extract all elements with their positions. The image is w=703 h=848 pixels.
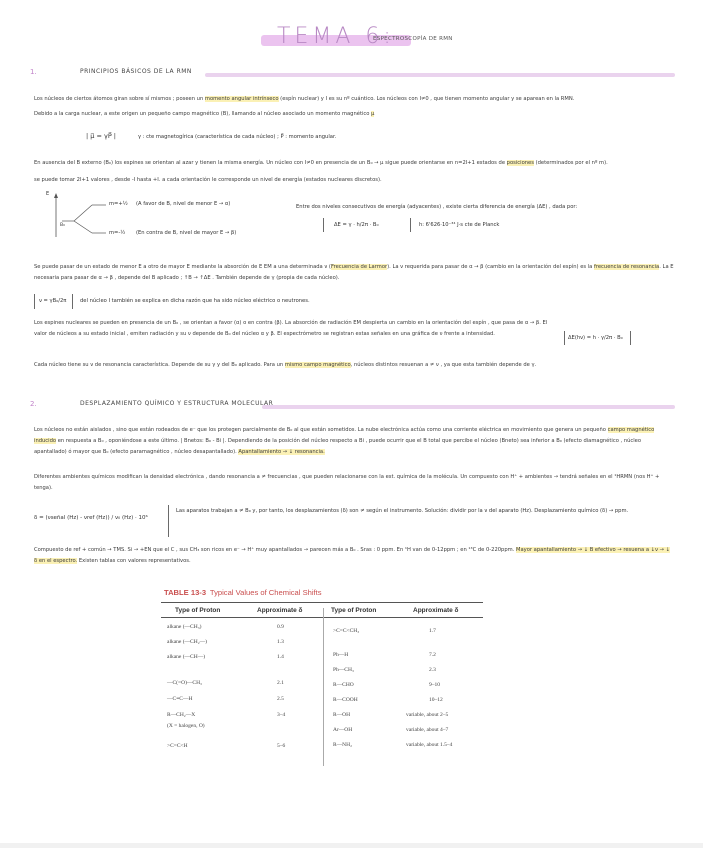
energy-difference-text: Entre dos niveles consecutivos de energía (adyacentes) , existe cierta diferencia de energía (ΔE) , dada por: [296, 204, 578, 210]
formula-delta-e: ΔE = γ · h/2π · B₀ [334, 222, 379, 228]
table-left-delta: 2.5 [277, 696, 284, 702]
table-left-type: alkane (—CH₂—) [167, 639, 207, 645]
table-left-delta: 3–4 [277, 712, 286, 718]
section-1-rule [205, 73, 675, 77]
s1-paragraph-2: Debido a la carga nuclear, a este origen un pequeño campo magnético (B), llamando al núcleo asociado un momento magnético μ [34, 111, 375, 117]
table-right-type: R—NH₂ [333, 742, 353, 748]
table-right-type: Ph—CH₃ [333, 667, 354, 673]
formula-larmor-desc: del núcleo I también se explica en dicha razón que ha sido núcleo eléctrico o neutrones. [80, 298, 310, 304]
col-header-delta-2: Approximate δ [413, 607, 459, 614]
section-2-rule [262, 405, 675, 409]
diagram-lower-level: m=-½ [109, 230, 126, 236]
table-left-type: —C(=O)—CH₃ [167, 680, 202, 686]
chemical-shifts-table [161, 588, 483, 768]
table-right-delta: 1.7 [429, 628, 436, 634]
s1-paragraph-5: Se puede pasar de un estado de menor E a otro de mayor E mediante la absorción de E EM a una determinada ν (Frecuencia de Larmor). La ν requerida para pasar de α → β (cambio en la orientación del espín) es la frecuencia de resonancia. La E necesaria para pasar de α → β , depende del B aplicado ; ↑B → ↑ΔE . También depende de γ (propia de cada núcleo). [34, 264, 674, 281]
table-right-delta: 9–10 [429, 682, 440, 688]
s1-paragraph-7: Cada núcleo tiene su ν de resonancia característica. Depende de su γ y del B₀ aplicado. Para un mismo campo magnético, núcleos distintos resuenan a ≠ ν , ya que esta también depende de γ. [34, 362, 537, 368]
table-caption: TABLE 13-3 Typical Values of Chemical Shifts [164, 588, 322, 597]
s1-paragraph-1: Los núcleos de ciertos átomos giran sobre sí mismos ; poseen un momento angular intrínseco (espín nuclear) y I es su nº cuántico. Los núcleos con I≠0 , que tienen momento angular y se aparean en la RMN. [34, 96, 575, 102]
section-2-number: 2. [30, 400, 37, 408]
table-left-type: alkane (—CH₃) [167, 624, 202, 630]
page-subtitle: ESPECTROSCOPÍA DE RMN [373, 36, 453, 42]
diagram-upper-level: m=+½ [109, 201, 128, 207]
table-left-delta: 0.9 [277, 624, 284, 630]
diagram-upper-desc: (A favor de B, nivel de menor E → α) [136, 201, 231, 207]
diagram-b0-label: B₀ [60, 223, 65, 228]
diagram-energy-axis: E [46, 191, 50, 197]
table-left-type: >C=C<H [167, 743, 188, 749]
s1-paragraph-4: se puede tomar 2I+1 valores , desde -I hasta +I. a cada orientación le corresponde un nivel de energía (estados nucleares discretos). [34, 177, 382, 183]
formula-magnetic-moment-desc: γ : cte magnetogírica (característica de cada núcleo) ; P⃗ : momento angular. [138, 134, 337, 140]
table-left-delta: 1.3 [277, 639, 284, 645]
formula-chemical-shift-desc: Las aparatos trabajan a ≠ B₀ y, por tanto, los desplazamientos (δ) son ≠ según el instrumento. Solución: dividir por la ν del aparato (Hz). Desplazamiento químico (δ) → ppm. [176, 508, 629, 514]
formula-magnetic-moment: | μ⃗ = γP⃗ | [86, 132, 116, 140]
table-left-type: R—CH₂—X [167, 712, 196, 718]
s2-paragraph-3: Compuesto de ref + común → TMS. Si → +EN que el C , sus CH₃ son ricos en e⁻ → H⁺ muy apantallados → parecen más a B₀ . Sras : 0 ppm. En ¹H van de 0-12ppm ; en ¹³C de 0-220ppm. Mayor apantallamiento → ↓ B efectivo → resuena a ↓ν → ↓ δ en el espectro. Existen tablas con valores representativos. [34, 547, 670, 564]
formula-larmor: ν = γB₀/2π [39, 298, 67, 304]
s1-paragraph-3: En ausencia del B externo (B₀) los espines se orientan al azar y tienen la misma energía. Un núcleo con I≠0 en presencia de un B₀ → μ sigue puede orientarse en n=2I+1 estados de posiciones (determinados por el nº m). [34, 160, 608, 166]
col-header-type-1: Type of Proton [175, 607, 221, 614]
table-left-type: (X = halogen, O) [167, 723, 205, 729]
table-right-type: R—CHO [333, 682, 354, 688]
table-right-type: R—OH [333, 712, 351, 718]
s1-paragraph-6: Los espines nucleares se pueden en presencia de un B₀ , se orientan a favor (α) o en contra (β). La absorción de radiación EM despierta un cambio en la orientación del espín , que pasa de α → β. El valor de núcleos a su estado inicial , emiten radiación y su ν depende de B₀ del núcleo α y β. El espectrómetro se registran estas señales en una gráfica de ν frente a intensidad. [34, 320, 548, 337]
table-left-delta: 5–6 [277, 743, 286, 749]
col-header-type-2: Type of Proton [331, 607, 377, 614]
s2-paragraph-2: Diferentes ambientes químicos modifican la densidad electrónica , dando resonancia a ≠ frecuencias , que pueden relacionarse con la est. química de la molécula. Un compuesto con H⁺ + ambientes → tendrá señales en el ¹HRMN (nos H⁺ + tenga). [34, 474, 660, 491]
col-header-delta-1: Approximate δ [257, 607, 303, 614]
diagram-lower-desc: (En contra de B, nivel de mayor E → β) [136, 230, 237, 236]
section-2-heading [30, 400, 675, 412]
table-right-type: Ar—OH [333, 727, 353, 733]
table-left-delta: 2.1 [277, 680, 284, 686]
table-right-delta: 10–12 [429, 697, 443, 703]
page-header [255, 24, 485, 54]
s2-paragraph-1: Los núcleos no están aislados , sino que están rodeados de e⁻ que los protegen parcialmente de B₀ al que están sometidos. La nube electrónica actúa como una corriente eléctrica en movimiento que genera un pequeño campo magnético inducido en respuesta a B₀ , oponiéndose a este último. | Bnetos: B₀ - Bi |. Dependiendo de la posición del núcleo respecto a Bi , puede ocurrir que el B total que percibe el núcleo (Bneto) sea inferior a B₀ (efecto diamagnético , núcleo apantallado) ó mayor que B₀ (efecto paramagnético , núcleo desapantallado). Apantallamiento → ↓ resonancia. [34, 427, 655, 455]
planck-constant: h: 6'626·10⁻³⁴ J·s cte de Planck [419, 222, 500, 228]
formula-chemical-shift: δ = (νseñal (Hz) - νref (Hz)) / ν₀ (Hz) · 10⁶ [34, 515, 148, 521]
section-1-title: PRINCIPIOS BÁSICOS DE LA RMN [80, 68, 192, 75]
energy-level-diagram [48, 193, 148, 241]
table-left-type: —C≡C—H [167, 696, 193, 702]
page-title: TEMA 6: [277, 24, 395, 49]
formula-energy-frequency: ΔE(hν) = h · γ/2π · B₀ [568, 335, 623, 341]
section-2-title: DESPLAZAMIENTO QUÍMICO Y ESTRUCTURA MOLECULAR [80, 400, 274, 407]
table-right-type: Ph—H [333, 652, 349, 658]
section-1-heading [30, 68, 675, 80]
table-left-type: alkane (—CH—) [167, 654, 206, 660]
table-right-type: R—COOH [333, 697, 358, 703]
table-left-delta: 1.4 [277, 654, 284, 660]
table-right-delta: 2.3 [429, 667, 436, 673]
page-footer [0, 843, 703, 848]
table-right-delta: variable, about 4–7 [406, 727, 449, 733]
table-right-delta: variable, about 1.5–4 [406, 742, 453, 748]
table-right-delta: variable, about 2–5 [406, 712, 449, 718]
table-right-type: >C=C<CH₃ [333, 628, 360, 634]
section-1-number: 1. [30, 68, 37, 76]
table-right-delta: 7.2 [429, 652, 436, 658]
